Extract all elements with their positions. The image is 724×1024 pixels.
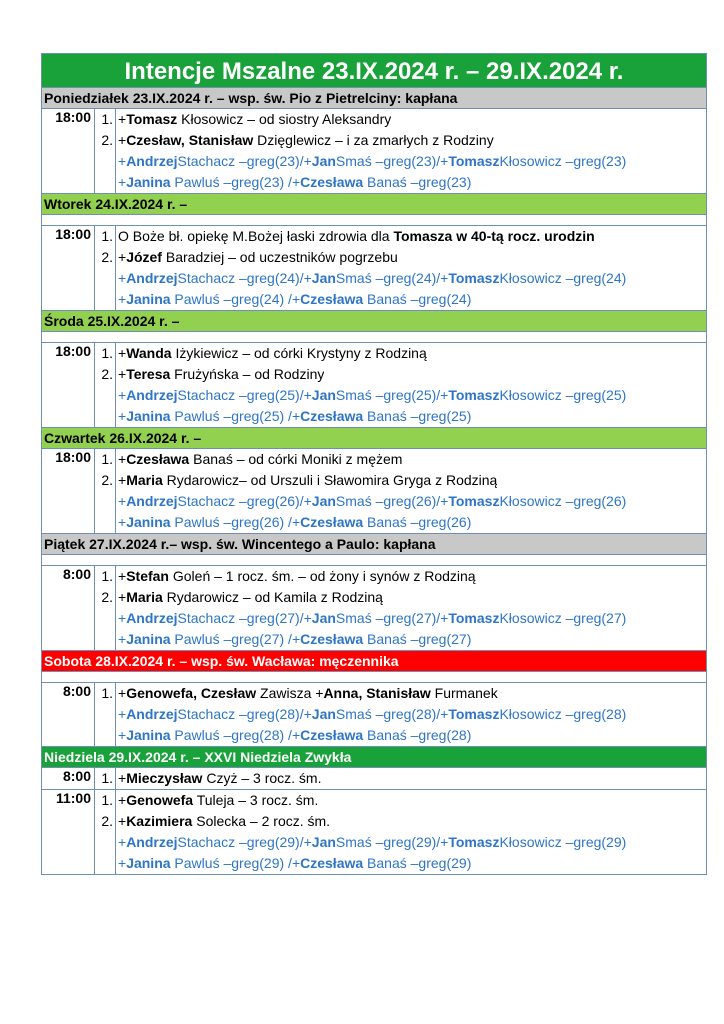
- intention-number: 1.: [95, 226, 116, 247]
- intention-text: [116, 491, 626, 512]
- text-fragment: Tuleja – 3 rocz. śm.: [193, 792, 319, 808]
- text-fragment: +: [118, 855, 127, 871]
- intention-number: 2.: [95, 130, 116, 151]
- intention-row: [95, 811, 706, 832]
- day-header: Niedziela 29.IX.2024 r. – XXVI Niedziela Zwykła: [42, 747, 706, 768]
- intention-text: [116, 151, 626, 172]
- text-fragment: Dzięglewicz – i za zmarłych z Rodziny: [253, 132, 494, 148]
- text-fragment: Kłosowicz – od siostry Aleksandry: [177, 111, 392, 127]
- text-fragment: Banaś –greg(29): [363, 855, 472, 871]
- intention-text: [116, 512, 471, 533]
- text-fragment: +: [118, 727, 127, 743]
- text-fragment: Kłosowicz –greg(25): [499, 387, 627, 403]
- text-fragment: O Boże bł. opiekę M.Bożej łaski zdrowia dla: [118, 228, 394, 244]
- name-bold: Janina: [126, 174, 171, 190]
- name-bold: Andrzej: [126, 834, 178, 850]
- intention-number: [95, 172, 116, 193]
- name-bold: Genowefa, Czesław: [126, 685, 257, 701]
- intention-row: [95, 491, 706, 512]
- intention-number: [95, 608, 116, 629]
- text-fragment: Banaś –greg(28): [363, 727, 472, 743]
- intention-row: [95, 130, 706, 151]
- intention-number: 1.: [95, 566, 116, 587]
- intention-number: 1.: [95, 790, 116, 811]
- text-fragment: Banaś –greg(24): [363, 291, 472, 307]
- text-fragment: +: [118, 132, 127, 148]
- mass-time: 18:00: [42, 343, 95, 427]
- text-fragment: +: [118, 153, 127, 169]
- intention-row: [95, 364, 706, 385]
- day-section: [41, 651, 707, 747]
- intention-number: 2.: [95, 470, 116, 491]
- text-fragment: +: [118, 472, 127, 488]
- text-fragment: Stachacz –greg(23)/+: [177, 153, 312, 169]
- day-header: Poniedziałek 23.IX.2024 r. – wsp. św. Pio z Pietrelciny: kapłana: [42, 88, 706, 109]
- intention-number: [95, 151, 116, 172]
- spacer: [42, 332, 706, 343]
- text-fragment: Czyż – 3 rocz. śm.: [202, 770, 322, 786]
- text-fragment: +: [118, 387, 127, 403]
- name-bold: Józef: [126, 249, 162, 265]
- mass-slot: [42, 226, 706, 310]
- intention-row: [95, 587, 706, 608]
- text-fragment: +: [118, 111, 127, 127]
- text-fragment: +: [118, 270, 127, 286]
- intention-text: [116, 449, 402, 470]
- mass-time: 18:00: [42, 109, 95, 193]
- intention-number: 2.: [95, 364, 116, 385]
- intention-row: [95, 608, 706, 629]
- name-bold: Andrzej: [126, 153, 178, 169]
- text-fragment: +: [118, 291, 127, 307]
- day-section: [41, 428, 707, 534]
- intention-text: [116, 832, 626, 853]
- mass-time: 8:00: [42, 566, 95, 650]
- name-bold: Andrzej: [126, 706, 178, 722]
- name-bold: Czesława: [300, 727, 364, 743]
- text-fragment: Kłosowicz –greg(26): [499, 493, 627, 509]
- intention-text: [116, 683, 498, 704]
- mass-time: 11:00: [42, 790, 95, 874]
- intention-text: [116, 811, 330, 832]
- day-section: [41, 194, 707, 311]
- name-bold: Teresa: [126, 366, 171, 382]
- intention-row: [95, 566, 706, 587]
- intention-row: [95, 289, 706, 310]
- name-bold: Jan: [311, 493, 336, 509]
- text-fragment: Stachacz –greg(28)/+: [177, 706, 312, 722]
- intention-row: [95, 768, 706, 789]
- intention-row: [95, 853, 706, 874]
- intention-text: [116, 790, 318, 811]
- day-section: [41, 88, 707, 194]
- intention-text: [116, 470, 497, 491]
- text-fragment: Pawluś –greg(27) /+: [170, 631, 301, 647]
- intention-row: [95, 385, 706, 406]
- text-fragment: +: [118, 685, 127, 701]
- intention-number: [95, 406, 116, 427]
- intention-row: [95, 512, 706, 533]
- spacer: [42, 555, 706, 566]
- name-bold: Jan: [311, 270, 336, 286]
- text-fragment: Stachacz –greg(26)/+: [177, 493, 312, 509]
- intention-number: [95, 491, 116, 512]
- mass-slot: [42, 449, 706, 533]
- name-bold: Czesława: [300, 174, 364, 190]
- text-fragment: Pawluś –greg(23) /+: [170, 174, 301, 190]
- name-bold: Tomasza w 40-tą rocz. urodzin: [393, 228, 595, 244]
- mass-time: 18:00: [42, 226, 95, 310]
- name-bold: Jan: [311, 706, 336, 722]
- intention-number: [95, 512, 116, 533]
- name-bold: Janina: [126, 408, 171, 424]
- intention-number: [95, 832, 116, 853]
- name-bold: Czesława: [126, 451, 190, 467]
- mass-intentions-document: [41, 53, 707, 875]
- name-bold: Jan: [311, 387, 336, 403]
- mass-slot: [42, 343, 706, 427]
- name-bold: Tomasz: [448, 270, 500, 286]
- text-fragment: Iżykiewicz – od córki Krystyny z Rodziną: [171, 345, 427, 361]
- intention-row: [95, 151, 706, 172]
- text-fragment: Smaś –greg(27)/+: [335, 610, 449, 626]
- text-fragment: +: [118, 493, 127, 509]
- text-fragment: +: [118, 408, 127, 424]
- intention-number: 1.: [95, 109, 116, 130]
- text-fragment: +: [118, 813, 127, 829]
- page-title: Intencje Mszalne 23.IX.2024 r. – 29.IX.2024 r.: [41, 53, 707, 88]
- intention-row: [95, 109, 706, 130]
- text-fragment: Pawluś –greg(26) /+: [170, 514, 301, 530]
- mass-slot: [42, 566, 706, 650]
- text-fragment: Baradziej – od uczestników pogrzebu: [161, 249, 398, 265]
- day-section: [41, 311, 707, 428]
- intention-number: 1.: [95, 343, 116, 364]
- name-bold: Stefan: [126, 568, 169, 584]
- name-bold: Janina: [126, 727, 171, 743]
- intention-text: [116, 725, 471, 746]
- text-fragment: Smaś –greg(26)/+: [335, 493, 449, 509]
- spacer: [42, 672, 706, 683]
- name-bold: Maria: [126, 472, 163, 488]
- intention-text: [116, 289, 471, 310]
- name-bold: Janina: [126, 514, 171, 530]
- name-bold: Tomasz: [448, 493, 500, 509]
- day-header: Środa 25.IX.2024 r. –: [42, 311, 706, 332]
- mass-time: 8:00: [42, 768, 95, 789]
- intention-number: [95, 853, 116, 874]
- day-header: Sobota 28.IX.2024 r. – wsp. św. Wacława: męczennika: [42, 651, 706, 672]
- text-fragment: Stachacz –greg(29)/+: [177, 834, 312, 850]
- name-bold: Janina: [126, 855, 171, 871]
- text-fragment: +: [118, 249, 127, 265]
- intention-number: [95, 289, 116, 310]
- text-fragment: Kłosowicz –greg(27): [499, 610, 627, 626]
- intention-text: [116, 343, 427, 364]
- name-bold: Czesław, Stanisław: [126, 132, 254, 148]
- text-fragment: Rydarowicz– od Urszuli i Sławomira Gryga z Rodziną: [162, 472, 498, 488]
- intention-number: 1.: [95, 768, 116, 789]
- spacer: [42, 215, 706, 226]
- mass-slot: [42, 789, 706, 874]
- intention-text: [116, 768, 321, 789]
- day-header: Wtorek 24.IX.2024 r. –: [42, 194, 706, 215]
- intention-row: [95, 449, 706, 470]
- intention-text: [116, 406, 471, 427]
- intention-text: [116, 247, 398, 268]
- text-fragment: +: [118, 610, 127, 626]
- mass-time: 18:00: [42, 449, 95, 533]
- name-bold: Jan: [311, 834, 336, 850]
- name-bold: Janina: [126, 631, 171, 647]
- name-bold: Andrzej: [126, 270, 178, 286]
- mass-slot: [42, 109, 706, 193]
- intention-row: [95, 725, 706, 746]
- intention-row: [95, 790, 706, 811]
- text-fragment: Kłosowicz –greg(24): [499, 270, 627, 286]
- name-bold: Czesława: [300, 631, 364, 647]
- text-fragment: Kłosowicz –greg(28): [499, 706, 627, 722]
- text-fragment: +: [118, 451, 127, 467]
- name-bold: Tomasz: [448, 153, 500, 169]
- text-fragment: +: [118, 514, 127, 530]
- intention-row: [95, 832, 706, 853]
- intention-text: [116, 704, 626, 725]
- intentions-list: [95, 768, 706, 789]
- text-fragment: Kłosowicz –greg(23): [499, 153, 627, 169]
- name-bold: Tomasz: [448, 706, 500, 722]
- name-bold: Tomasz: [448, 610, 500, 626]
- intention-text: [116, 385, 626, 406]
- intention-text: [116, 566, 476, 587]
- name-bold: Czesława: [300, 408, 364, 424]
- name-bold: Anna, Stanisław: [323, 685, 431, 701]
- intentions-list: [95, 790, 706, 874]
- name-bold: Andrzej: [126, 387, 178, 403]
- text-fragment: Pawluś –greg(29) /+: [170, 855, 301, 871]
- intention-number: [95, 629, 116, 650]
- intention-number: [95, 704, 116, 725]
- text-fragment: +: [118, 568, 127, 584]
- intention-row: [95, 172, 706, 193]
- name-bold: Kazimiera: [126, 813, 193, 829]
- intention-row: [95, 704, 706, 725]
- intentions-list: [95, 343, 706, 427]
- text-fragment: +: [118, 174, 127, 190]
- name-bold: Tomasz: [448, 834, 500, 850]
- intentions-list: [95, 226, 706, 310]
- name-bold: Tomasz: [126, 111, 178, 127]
- name-bold: Janina: [126, 291, 171, 307]
- intention-number: 2.: [95, 587, 116, 608]
- intention-text: [116, 629, 471, 650]
- text-fragment: +: [118, 706, 127, 722]
- intention-number: [95, 725, 116, 746]
- text-fragment: Smaś –greg(25)/+: [335, 387, 449, 403]
- text-fragment: Stachacz –greg(25)/+: [177, 387, 312, 403]
- intention-row: [95, 683, 706, 704]
- text-fragment: Smaś –greg(29)/+: [335, 834, 449, 850]
- intention-text: [116, 109, 391, 130]
- name-bold: Jan: [311, 610, 336, 626]
- text-fragment: +: [118, 834, 127, 850]
- intention-text: [116, 172, 471, 193]
- text-fragment: Solecka – 2 rocz. śm.: [192, 813, 331, 829]
- intention-text: [116, 608, 626, 629]
- name-bold: Wanda: [126, 345, 172, 361]
- text-fragment: Goleń – 1 rocz. śm. – od żony i synów z Rodziną: [168, 568, 476, 584]
- name-bold: Genowefa: [126, 792, 194, 808]
- text-fragment: Stachacz –greg(24)/+: [177, 270, 312, 286]
- intentions-list: [95, 109, 706, 193]
- day-section: [41, 747, 707, 875]
- intention-number: 2.: [95, 247, 116, 268]
- day-header: Czwartek 26.IX.2024 r. –: [42, 428, 706, 449]
- intention-number: 2.: [95, 811, 116, 832]
- text-fragment: Banaś –greg(27): [363, 631, 472, 647]
- text-fragment: +: [118, 345, 127, 361]
- intentions-list: [95, 566, 706, 650]
- days-list: [41, 88, 707, 875]
- day-header: Piątek 27.IX.2024 r.– wsp. św. Wincentego a Paulo: kapłana: [42, 534, 706, 555]
- text-fragment: Pawluś –greg(28) /+: [170, 727, 301, 743]
- text-fragment: +: [118, 589, 127, 605]
- name-bold: Andrzej: [126, 610, 178, 626]
- text-fragment: Smaś –greg(23)/+: [335, 153, 449, 169]
- intention-row: [95, 268, 706, 289]
- name-bold: Andrzej: [126, 493, 178, 509]
- name-bold: Czesława: [300, 855, 364, 871]
- text-fragment: +: [118, 366, 127, 382]
- text-fragment: Furmanek: [430, 685, 498, 701]
- name-bold: Jan: [311, 153, 336, 169]
- intentions-list: [95, 683, 706, 746]
- text-fragment: Kłosowicz –greg(29): [499, 834, 627, 850]
- text-fragment: Zawisza +: [256, 685, 324, 701]
- mass-slot: [42, 683, 706, 746]
- name-bold: Czesława: [300, 514, 364, 530]
- text-fragment: Banaś –greg(25): [363, 408, 472, 424]
- intention-row: [95, 406, 706, 427]
- text-fragment: Rydarowicz – od Kamila z Rodziną: [162, 589, 383, 605]
- text-fragment: Pawluś –greg(25) /+: [170, 408, 301, 424]
- name-bold: Tomasz: [448, 387, 500, 403]
- text-fragment: Frużyńska – od Rodziny: [170, 366, 325, 382]
- intention-row: [95, 470, 706, 491]
- intention-number: 1.: [95, 449, 116, 470]
- text-fragment: Smaś –greg(28)/+: [335, 706, 449, 722]
- mass-slot: [42, 768, 706, 789]
- intention-text: [116, 268, 626, 289]
- intention-row: [95, 226, 706, 247]
- name-bold: Maria: [126, 589, 163, 605]
- text-fragment: Banaś – od córki Moniki z mężem: [189, 451, 403, 467]
- intention-row: [95, 343, 706, 364]
- name-bold: Mieczysław: [126, 770, 203, 786]
- text-fragment: Banaś –greg(23): [363, 174, 472, 190]
- text-fragment: +: [118, 631, 127, 647]
- mass-time: 8:00: [42, 683, 95, 746]
- intention-text: [116, 364, 324, 385]
- intention-row: [95, 629, 706, 650]
- intention-number: [95, 268, 116, 289]
- text-fragment: +: [118, 770, 127, 786]
- intentions-list: [95, 449, 706, 533]
- text-fragment: Banaś –greg(26): [363, 514, 472, 530]
- intention-number: 1.: [95, 683, 116, 704]
- text-fragment: Stachacz –greg(27)/+: [177, 610, 312, 626]
- text-fragment: +: [118, 792, 127, 808]
- name-bold: Czesława: [300, 291, 364, 307]
- intention-number: [95, 385, 116, 406]
- text-fragment: Smaś –greg(24)/+: [335, 270, 449, 286]
- day-section: [41, 534, 707, 651]
- intention-text: [116, 130, 494, 151]
- intention-text: [116, 853, 471, 874]
- intention-text: [116, 587, 383, 608]
- intention-row: [95, 247, 706, 268]
- intention-text: [116, 226, 595, 247]
- text-fragment: Pawluś –greg(24) /+: [170, 291, 301, 307]
